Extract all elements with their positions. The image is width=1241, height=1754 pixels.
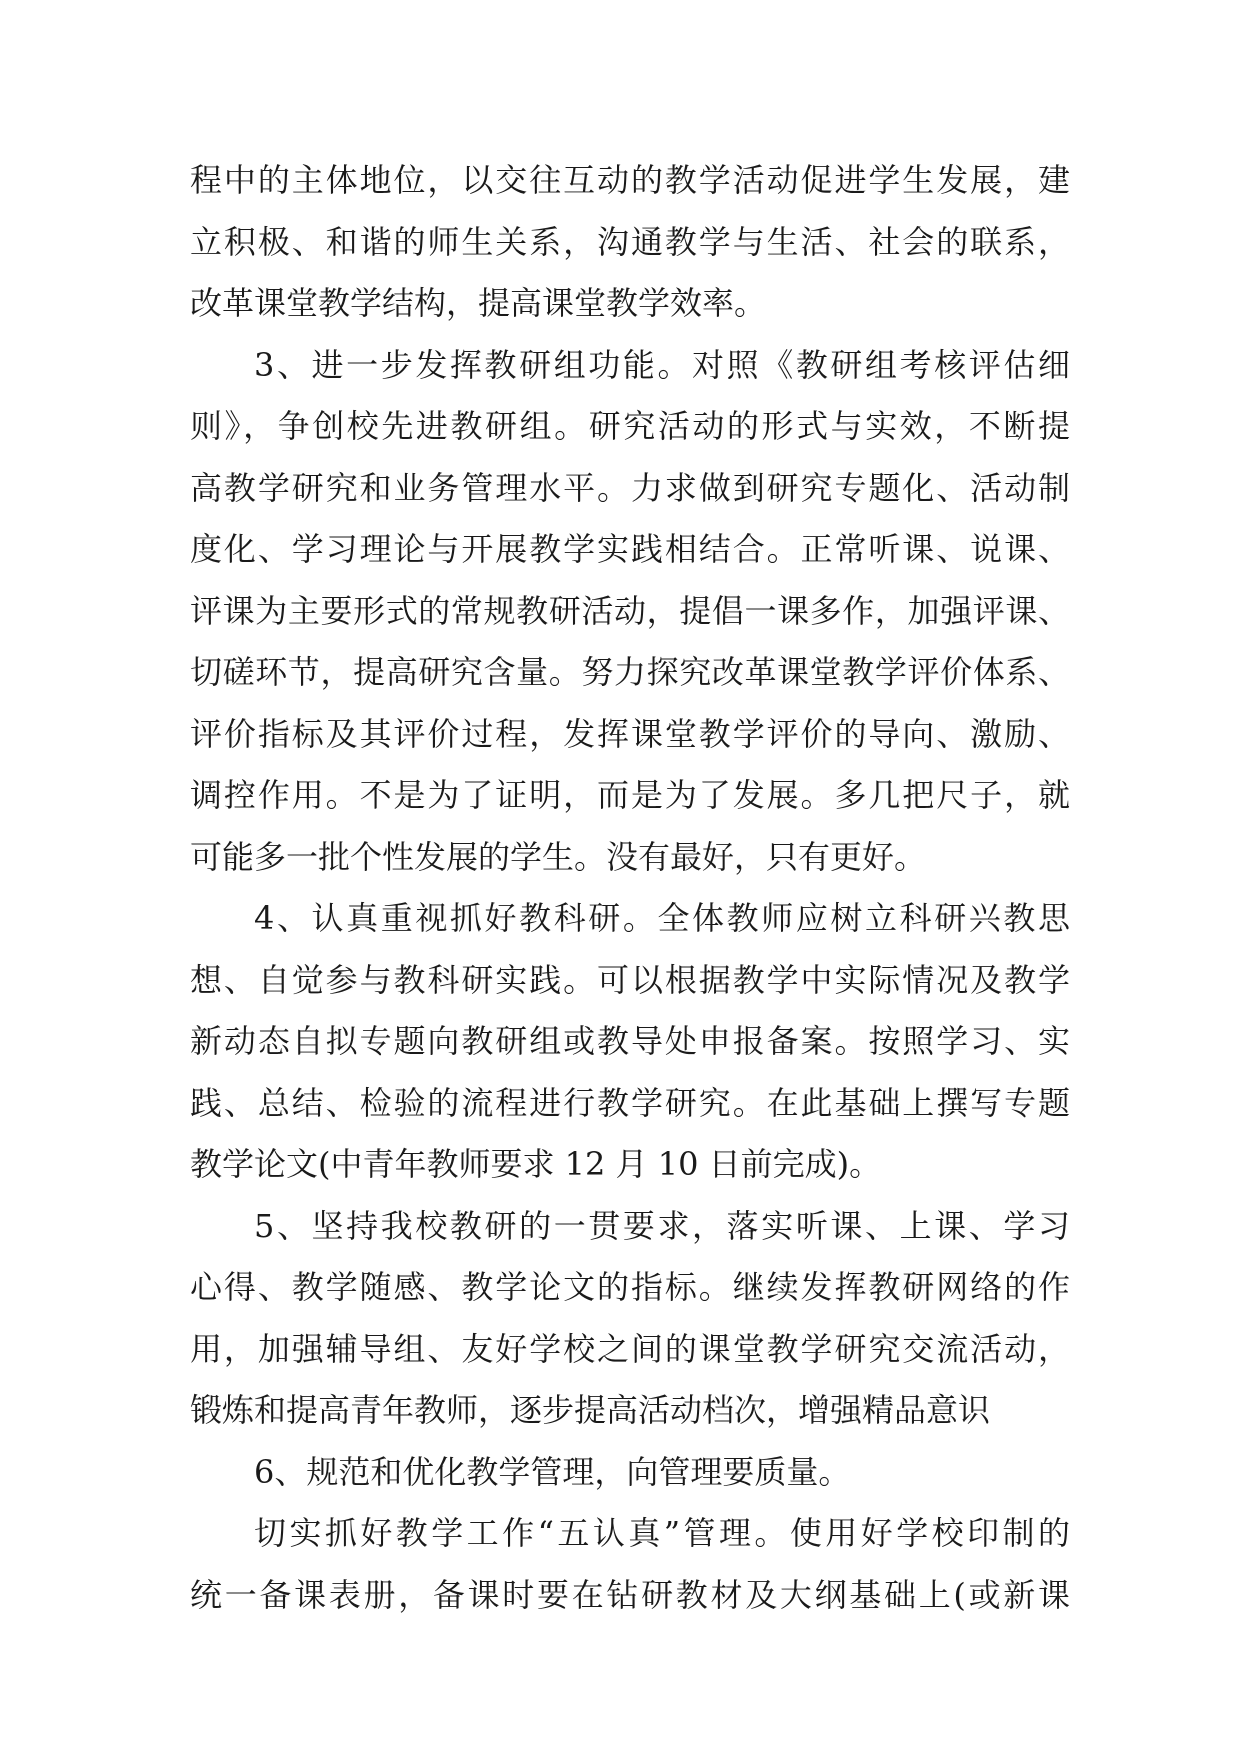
text-line: 改革课堂教学结构，提高课堂教学效率。 <box>190 284 767 322</box>
text-line: 程中的主体地位，以交往互动的教学活动促进学生发展，建 <box>190 161 1070 199</box>
text-line: 高教学研究和业务管理水平。力求做到研究专题化、活动制 <box>190 468 1070 507</box>
text-line: 调控作用。不是为了证明，而是为了发展。多几把尺子，就 <box>190 776 1070 814</box>
paragraph-first-line: 切实抓好教学工作“五认真”管理。使用好学校印制的 <box>254 1514 1070 1552</box>
paragraph-first-line: 5、坚持我校教研的一贯要求，落实听课、上课、学习 <box>254 1206 1070 1245</box>
text-line: 切磋环节，提高研究含量。努力探究改革课堂教学评价体系、 <box>190 653 1070 691</box>
text-line: 新动态自拟专题向教研组或教导处申报备案。按照学习、实 <box>190 1022 1070 1060</box>
paragraph-first-line: 4、认真重视抓好教科研。全体教师应树立科研兴教思 <box>254 899 1070 937</box>
text-line: 统一备课表册，备课时要在钻研教材及大纲基础上(或新课 <box>190 1575 1070 1614</box>
text-line: 想、自觉参与教科研实践。可以根据教学中实际情况及教学 <box>190 960 1070 999</box>
text-line: 践、总结、检验的流程进行教学研究。在此基础上撰写专题 <box>190 1083 1070 1122</box>
text-line: 则》，争创校先进教研组。研究活动的形式与实效，不断提 <box>190 407 1070 445</box>
text-line: 可能多一批个性发展的学生。没有最好，只有更好。 <box>190 837 927 876</box>
text-line: 立积极、和谐的师生关系，沟通教学与生活、社会的联系， <box>190 222 1070 261</box>
text-line: 评价指标及其评价过程，发挥课堂教学评价的导向、激励、 <box>190 714 1070 753</box>
text-line: 度化、学习理论与开展教学实践相结合。正常听课、说课、 <box>190 530 1070 568</box>
text-line: 心得、教学随感、教学论文的指标。继续发挥教研网络的作 <box>190 1268 1070 1306</box>
text-line: 用，加强辅导组、友好学校之间的课堂教学研究交流活动， <box>190 1329 1070 1368</box>
text-line: 评课为主要形式的常规教研活动，提倡一课多作，加强评课、 <box>190 591 1070 630</box>
paragraph-first-line: 6、规范和优化教学管理，向管理要质量。 <box>254 1452 851 1491</box>
paragraph-first-line: 3、进一步发挥教研组功能。对照《教研组考核评估细 <box>254 345 1070 384</box>
text-line: 锻炼和提高青年教师，逐步提高活动档次，增强精品意识 <box>190 1391 991 1429</box>
text-line: 教学论文(中青年教师要求 12 月 10 日前完成)。 <box>190 1145 882 1183</box>
document-body <box>190 150 1070 1626</box>
